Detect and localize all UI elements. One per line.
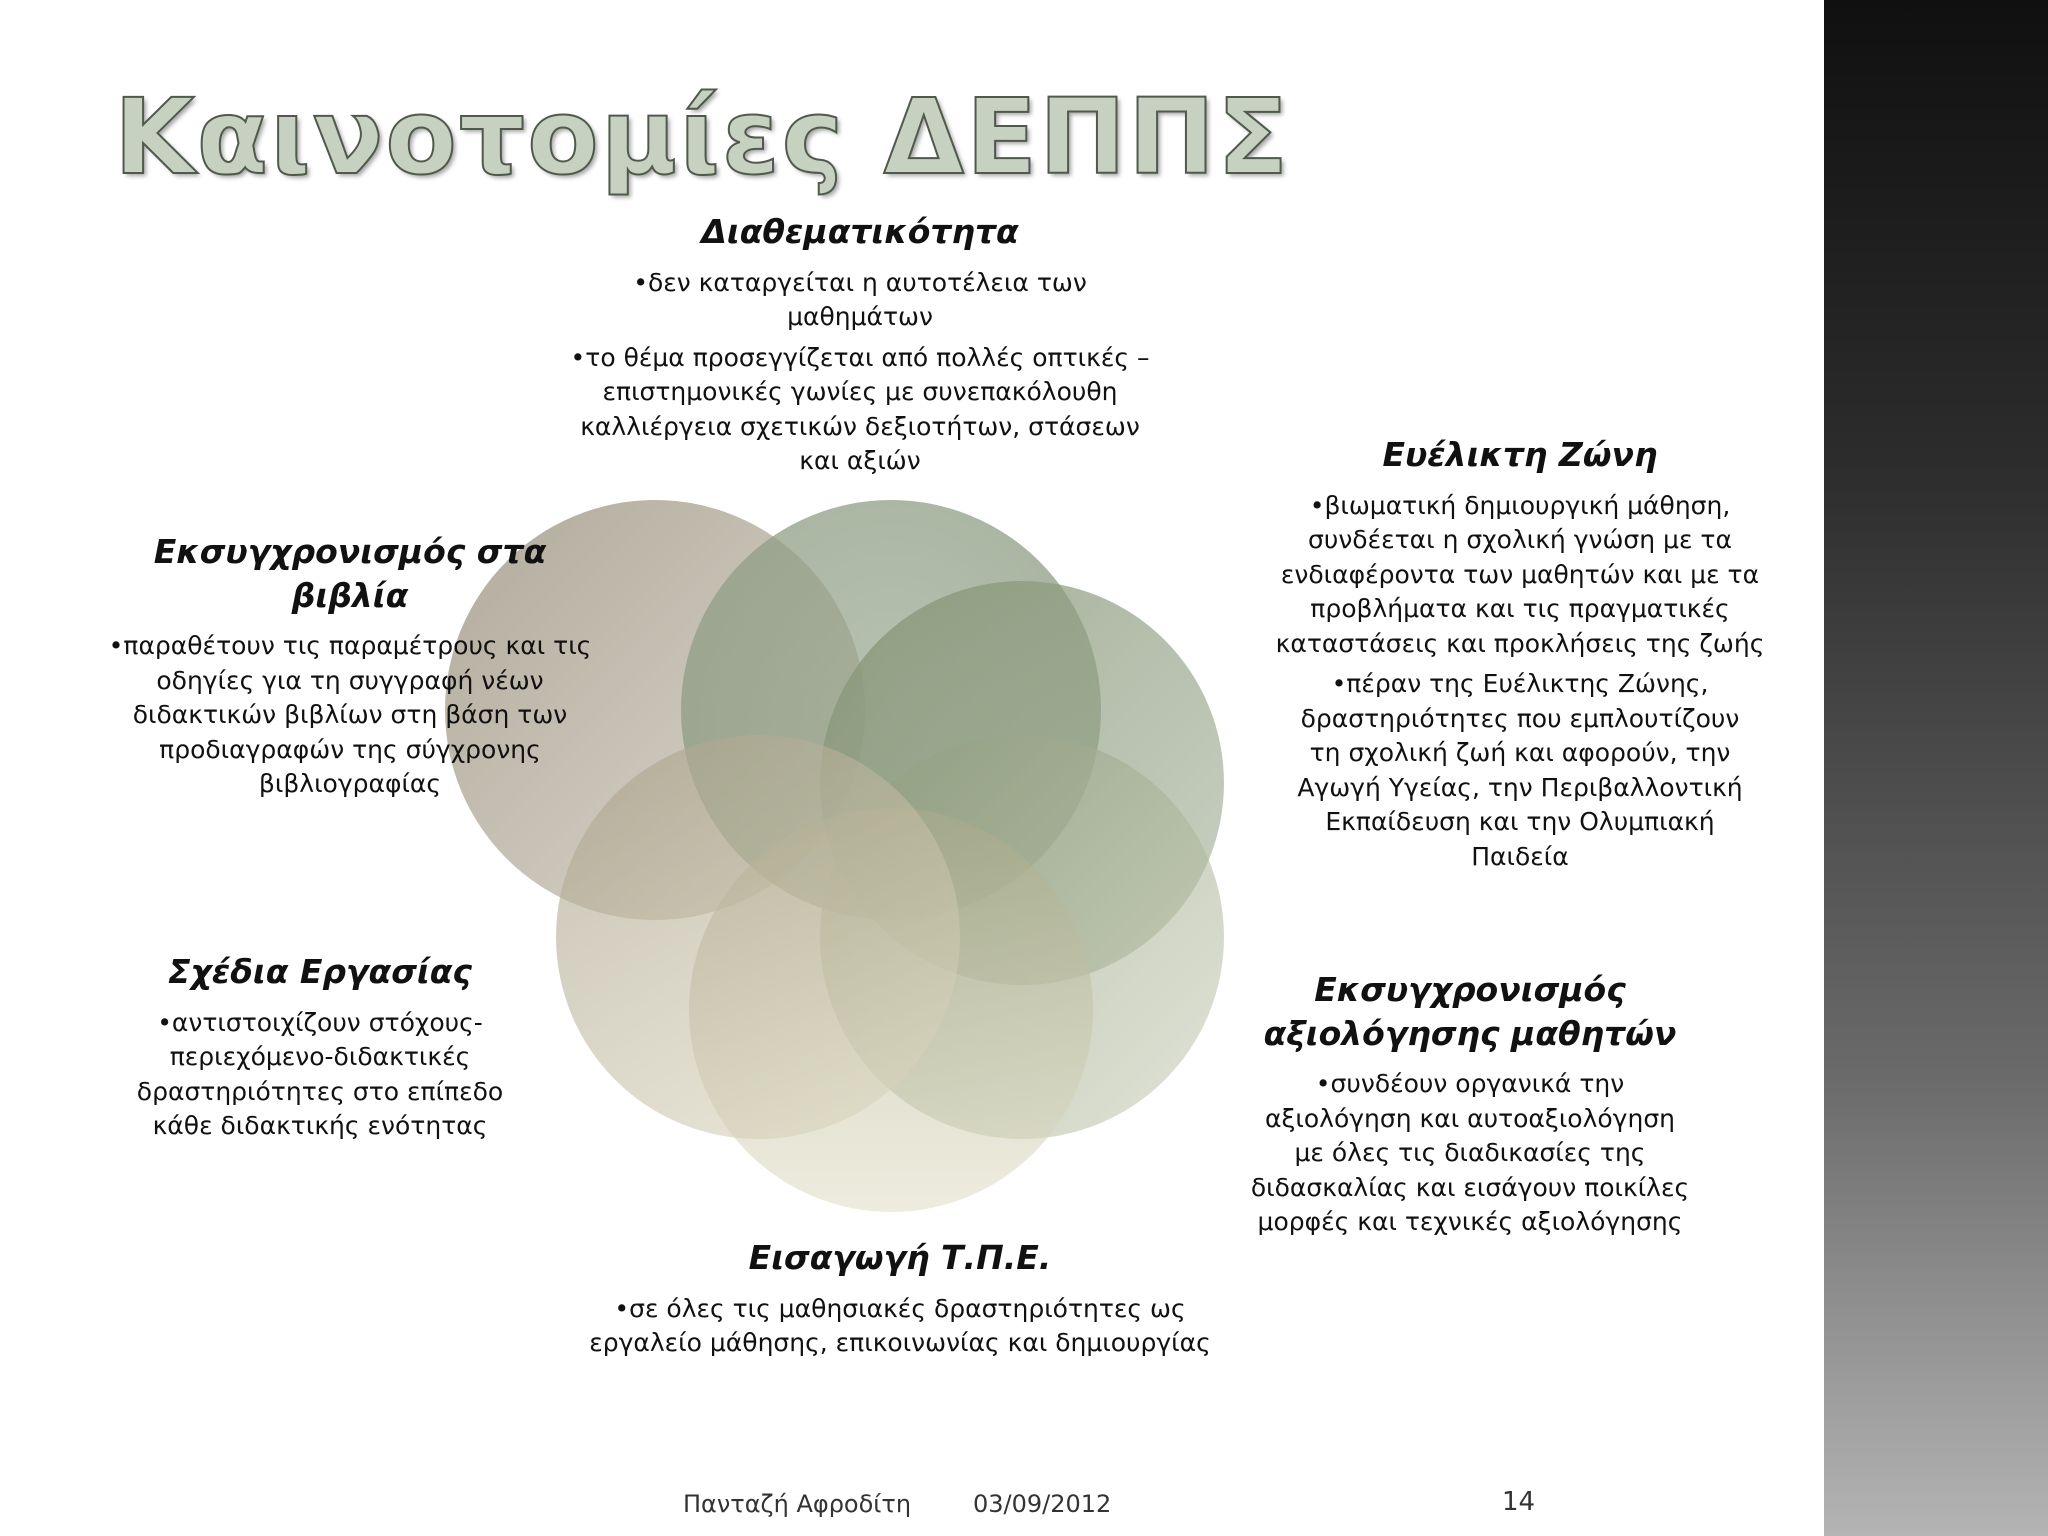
slide-title: Καινοτομίες ΔΕΠΠΣ <box>114 76 1291 198</box>
section-bullet: •σε όλες τις μαθησιακές δραστηριότητες ως εργαλείο μάθησης, επικοινωνίας και δημιουργίας <box>589 1293 1211 1358</box>
section-heading-assessment: Εκσυγχρονισμός αξιολόγησης μαθητών <box>1263 970 1677 1053</box>
section-heading-projects: Σχέδια Εργασίας <box>168 952 472 991</box>
section-bullet: •βιωματική δημιουργική μάθηση, συνδέεται η σχολική γνώση με τα ενδιαφέροντα των μαθητών και με τα προβλήματα και τις πραγματικές καταστάσεις και προκλήσεις της ζωής <box>1275 490 1765 658</box>
section-bullet: •παραθέτουν τις παραμέτρους και τις οδηγίες για τη συγγραφή νέων διδακτικών βιβλίων στη βάση των προδιαγραφών της σύγχρονης βιβλιογραφίας <box>108 631 592 799</box>
section-heading-ict: Εισαγωγή Τ.Π.Ε. <box>748 1238 1052 1277</box>
section-heading-flexible-zone: Ευέλικτη Ζώνη <box>1382 435 1658 474</box>
section-heading-interdisciplinarity: Διαθεματικότητα <box>701 212 1019 251</box>
footer-date: 03/09/2012 <box>973 1490 1112 1518</box>
section-bottom <box>570 1236 1230 1367</box>
circle-lower-left <box>556 735 960 1139</box>
footer-author: Πανταζή Αφροδίτη <box>683 1490 912 1518</box>
section-upper-left <box>100 530 600 808</box>
section-lower-left <box>120 950 520 1150</box>
section-lower-right <box>1220 968 1720 1246</box>
footer-page-number: 14 <box>1502 1487 1536 1517</box>
section-bullet: •το θέμα προσεγγίζεται από πολλές οπτικές –επιστημονικές γωνίες με συνεπακόλουθη καλλιέργεια σχετικών δεξιοτήτων, στάσεων και αξιών <box>570 342 1150 476</box>
section-upper-right <box>1255 433 1785 880</box>
section-heading-books: Εκσυγχρονισμός στα βιβλία <box>153 532 547 615</box>
section-bullet: •αντιστοιχίζουν στόχους-περιεχόμενο-διδακτικές δραστηριότητες στο επίπεδο κάθε διδακτικής ενότητας <box>136 1007 504 1141</box>
section-bullet: •πέραν της Ευέλικτης Ζώνης, δραστηριότητες που εμπλουτίζουν τη σχολική ζωή και αφορούν, την Αγωγή Υγείας, την Περιβαλλοντική Εκπαίδευση και την Ολυμπιακή Παιδεία <box>1297 669 1743 871</box>
section-top <box>570 210 1150 485</box>
section-bullet: •συνδέουν οργανικά την αξιολόγηση και αυτοαξιολόγηση με όλες τις διαδικασίες της διδασκαλίας και εισάγουν ποικίλες μορφές και τεχνικές αξιολόγησης <box>1250 1069 1690 1237</box>
section-bullet: •δεν καταργείται η αυτοτέλεια των μαθημάτων <box>633 267 1087 332</box>
